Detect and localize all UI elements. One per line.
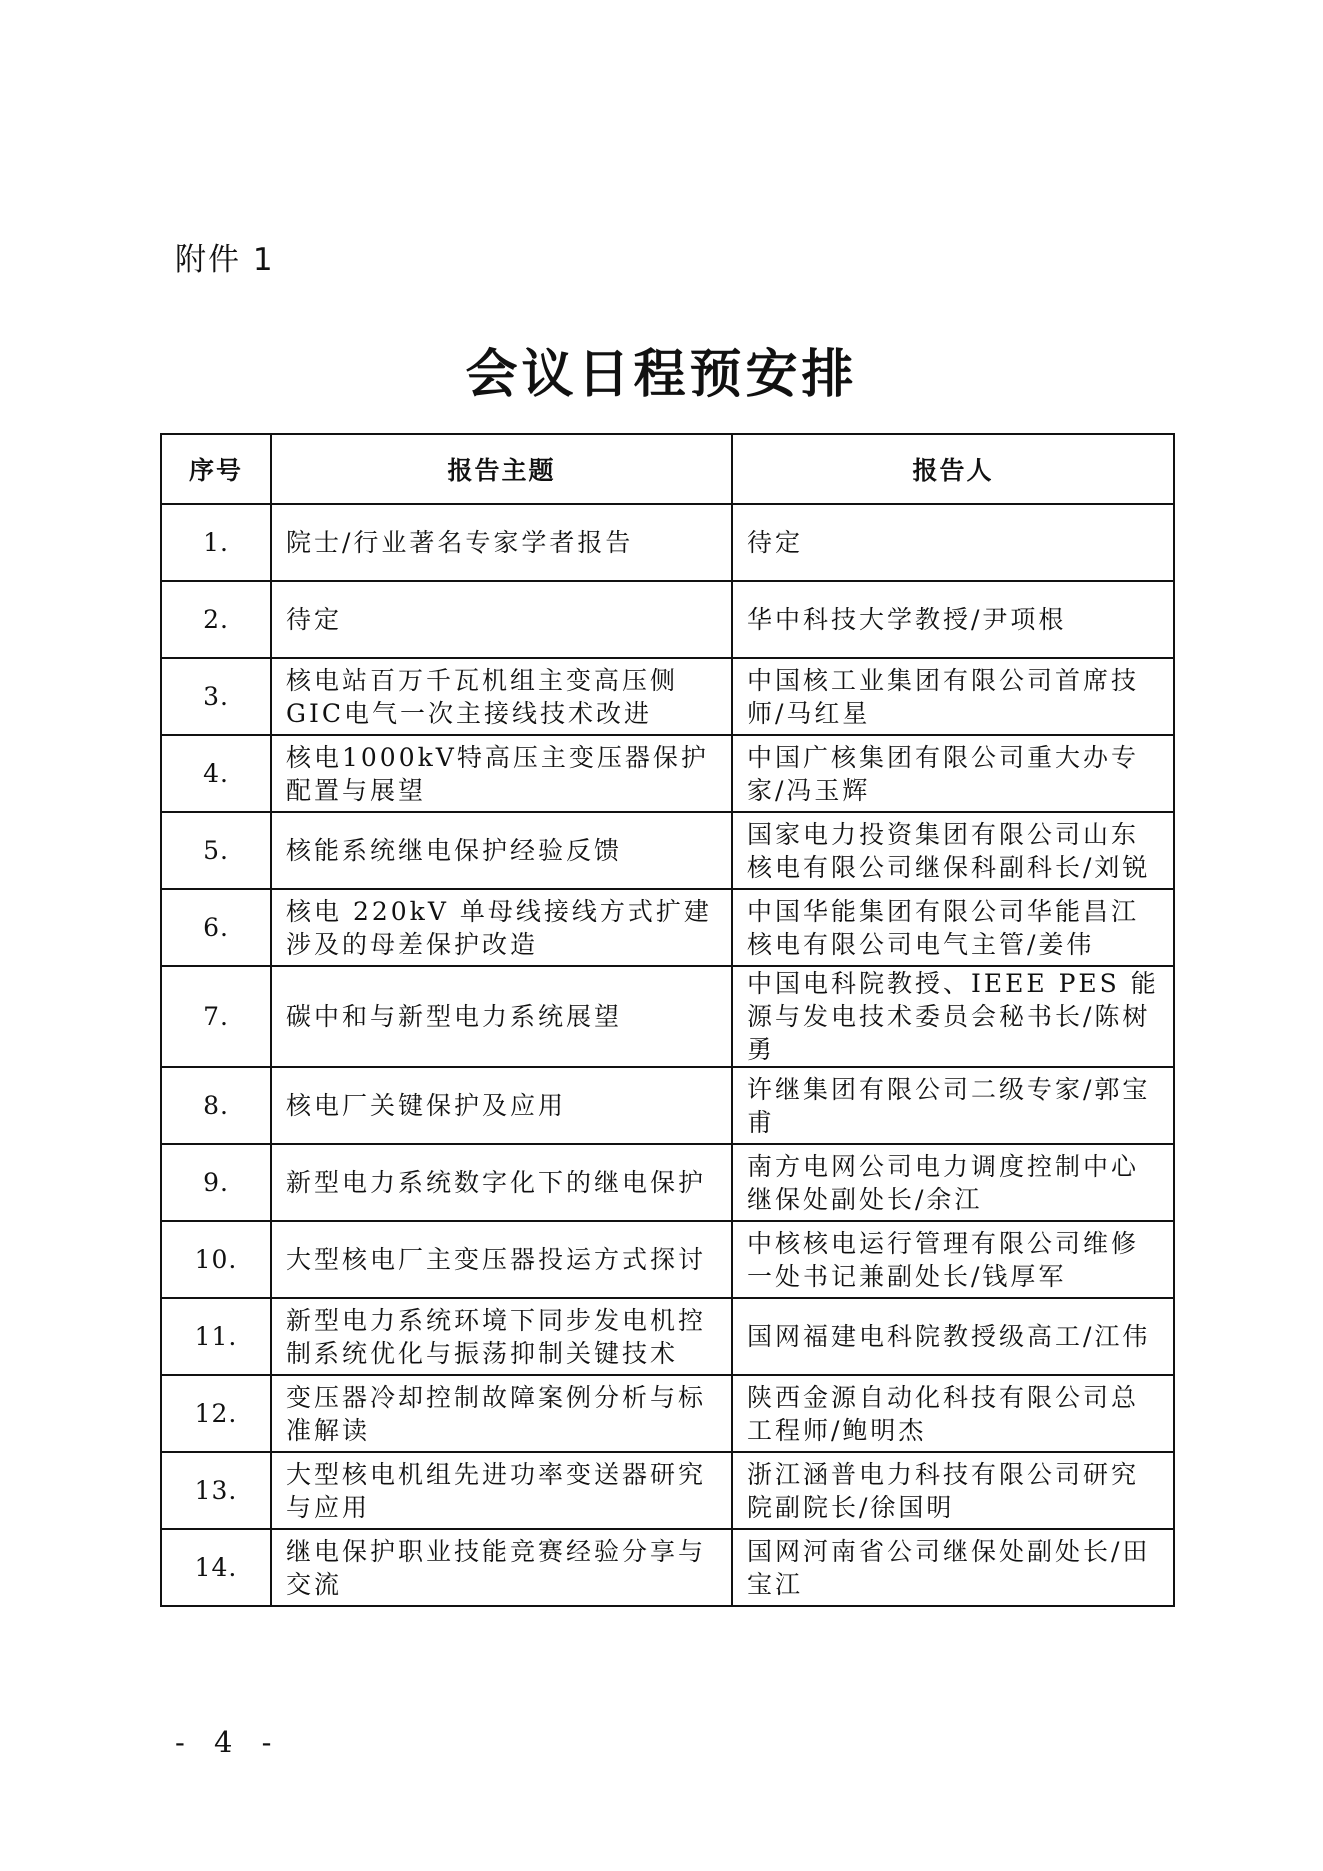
row-number: 8. <box>161 1067 271 1144</box>
row-number: 7. <box>161 966 271 1067</box>
row-speaker: 中国核工业集团有限公司首席技师/马红星 <box>732 658 1174 735</box>
row-number: 12. <box>161 1375 271 1452</box>
row-speaker: 中国广核集团有限公司重大办专家/冯玉辉 <box>732 735 1174 812</box>
page-number: - 4 - <box>175 1725 282 1759</box>
table-body <box>161 504 1174 1606</box>
table-row <box>161 812 1174 889</box>
row-speaker: 陕西金源自动化科技有限公司总工程师/鲍明杰 <box>732 1375 1174 1452</box>
row-speaker: 华中科技大学教授/尹项根 <box>732 581 1174 658</box>
table-row <box>161 1529 1174 1606</box>
row-topic: 新型电力系统数字化下的继电保护 <box>271 1144 732 1221</box>
document-title: 会议日程预安排 <box>465 344 858 405</box>
row-speaker: 国网福建电科院教授级高工/江伟 <box>732 1298 1174 1375</box>
row-topic: 变压器冷却控制故障案例分析与标准解读 <box>271 1375 732 1452</box>
row-number: 2. <box>161 581 271 658</box>
table-row <box>161 1375 1174 1452</box>
row-speaker: 南方电网公司电力调度控制中心继保处副处长/余江 <box>732 1144 1174 1221</box>
row-number: 13. <box>161 1452 271 1529</box>
row-topic: 继电保护职业技能竞赛经验分享与交流 <box>271 1529 732 1606</box>
table-row <box>161 1221 1174 1298</box>
row-topic: 核能系统继电保护经验反馈 <box>271 812 732 889</box>
row-speaker: 许继集团有限公司二级专家/郭宝甫 <box>732 1067 1174 1144</box>
table-row <box>161 1144 1174 1221</box>
row-speaker: 中国华能集团有限公司华能昌江核电有限公司电气主管/姜伟 <box>732 889 1174 966</box>
table-row <box>161 966 1174 1067</box>
row-number: 11. <box>161 1298 271 1375</box>
attachment-label: 附件 1 <box>175 242 275 278</box>
row-speaker: 中国电科院教授、IEEE PES 能源与发电技术委员会秘书长/陈树勇 <box>732 966 1174 1067</box>
table-row <box>161 1298 1174 1375</box>
header-no: 序号 <box>161 434 271 504</box>
table-header-row <box>161 434 1174 504</box>
row-number: 10. <box>161 1221 271 1298</box>
row-number: 1. <box>161 504 271 581</box>
row-speaker: 国家电力投资集团有限公司山东核电有限公司继保科副科长/刘锐 <box>732 812 1174 889</box>
row-number: 9. <box>161 1144 271 1221</box>
row-speaker: 中核核电运行管理有限公司维修一处书记兼副处长/钱厚军 <box>732 1221 1174 1298</box>
row-topic: 新型电力系统环境下同步发电机控制系统优化与振荡抑制关键技术 <box>271 1298 732 1375</box>
header-speaker: 报告人 <box>732 434 1174 504</box>
row-number: 4. <box>161 735 271 812</box>
row-speaker: 待定 <box>732 504 1174 581</box>
row-topic: 碳中和与新型电力系统展望 <box>271 966 732 1067</box>
row-number: 3. <box>161 658 271 735</box>
row-topic: 核电厂关键保护及应用 <box>271 1067 732 1144</box>
table-row <box>161 658 1174 735</box>
row-topic: 院士/行业著名专家学者报告 <box>271 504 732 581</box>
row-number: 5. <box>161 812 271 889</box>
table-row <box>161 735 1174 812</box>
row-speaker: 浙江涵普电力科技有限公司研究院副院长/徐国明 <box>732 1452 1174 1529</box>
table-row <box>161 1067 1174 1144</box>
row-topic: 核电 220kV 单母线接线方式扩建涉及的母差保护改造 <box>271 889 732 966</box>
row-topic: 核电站百万千瓦机组主变高压侧 GIC电气一次主接线技术改进 <box>271 658 732 735</box>
row-topic: 大型核电厂主变压器投运方式探讨 <box>271 1221 732 1298</box>
header-topic: 报告主题 <box>271 434 732 504</box>
row-topic: 待定 <box>271 581 732 658</box>
table-row <box>161 889 1174 966</box>
row-number: 14. <box>161 1529 271 1606</box>
table-row <box>161 504 1174 581</box>
row-speaker: 国网河南省公司继保处副处长/田宝江 <box>732 1529 1174 1606</box>
row-number: 6. <box>161 889 271 966</box>
table-row <box>161 581 1174 658</box>
row-topic: 大型核电机组先进功率变送器研究与应用 <box>271 1452 732 1529</box>
table-row <box>161 1452 1174 1529</box>
row-topic: 核电1000kV特高压主变压器保护配置与展望 <box>271 735 732 812</box>
schedule-table <box>160 433 1175 1607</box>
